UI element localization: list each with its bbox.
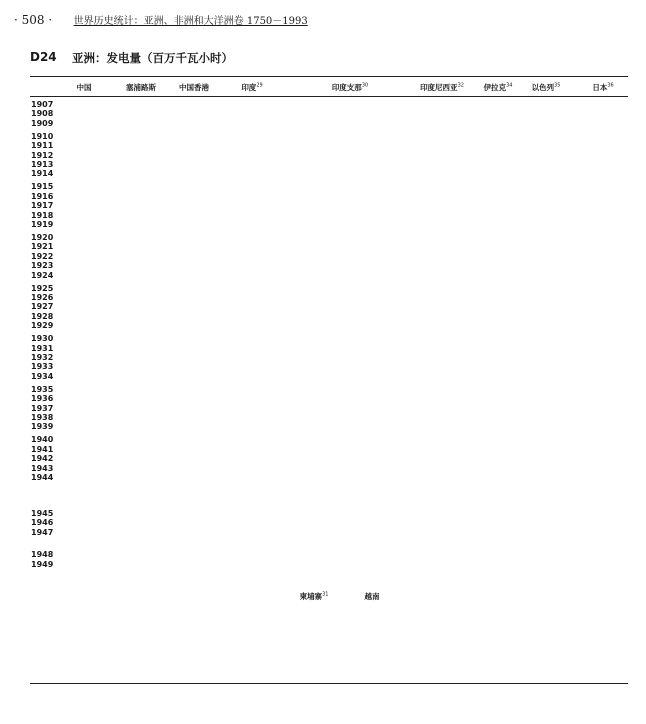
row-year: 1919 <box>31 220 54 229</box>
row-year: 1914 <box>31 169 54 179</box>
top-rule <box>30 76 628 77</box>
page-number: · 508 · <box>14 13 53 27</box>
col-header-cyprus: 塞浦路斯 <box>126 83 156 92</box>
row-year: 1938 <box>31 413 54 422</box>
book-title: 世界历史统计：亚洲、非洲和大洋洲卷 1750－1993 <box>73 16 308 27</box>
row-year: 1941 <box>31 444 54 454</box>
row-year: 1917 <box>31 201 54 211</box>
col-header-hongkong: 中国香港 <box>179 83 209 92</box>
row-year: 1931 <box>31 343 54 353</box>
row-year: 1948 <box>31 550 54 560</box>
row-year: 1947 <box>31 527 54 537</box>
row-year: 1926 <box>31 293 54 302</box>
row-year: 1937 <box>31 403 54 413</box>
row-year: 1930 <box>31 334 54 344</box>
row-year: 1942 <box>31 454 54 464</box>
row-year: 1921 <box>31 242 54 252</box>
row-year: 1911 <box>31 141 54 151</box>
row-year: 1934 <box>31 371 54 381</box>
row-year: 1923 <box>31 261 54 271</box>
row-year: 1945 <box>31 509 54 518</box>
row-year: 1918 <box>31 210 54 220</box>
row-year: 1912 <box>31 150 54 160</box>
sub-header-cambodia: 柬埔寨$^{31}$ <box>299 591 329 601</box>
col-header-india: 印度$^{29}$ <box>241 82 263 92</box>
row-year: 1946 <box>31 518 54 528</box>
row-year: 1908 <box>31 109 54 119</box>
row-year: 1922 <box>31 251 54 261</box>
row-year: 1916 <box>31 191 54 201</box>
header-rule <box>30 96 628 97</box>
row-year: 1929 <box>31 321 54 331</box>
col-header-indochina: 印度支那$^{30}$ <box>331 82 369 92</box>
table-title: 亚洲：发电量（百万千瓦小时） <box>72 51 233 65</box>
col-header-indonesia: 印度尼西亚$^{32}$ <box>420 82 464 92</box>
row-year: 1928 <box>31 311 54 321</box>
table-code: D24 <box>30 50 57 64</box>
row-year: 1907 <box>31 100 54 109</box>
row-year: 1936 <box>31 394 54 404</box>
row-year: 1927 <box>31 302 54 312</box>
row-year: 1932 <box>31 353 54 362</box>
col-header-china: 中国 <box>76 83 92 92</box>
row-year: 1940 <box>31 435 54 445</box>
row-year: 1913 <box>31 160 54 169</box>
col-header-japan: 日本$^{36}$ <box>592 82 614 92</box>
row-year: 1925 <box>31 283 54 293</box>
row-year: 1920 <box>31 233 54 242</box>
page-header <box>14 12 308 27</box>
sub-header-vietnam: 越南 <box>364 592 380 601</box>
row-year: 1909 <box>31 118 54 128</box>
row-year: 1949 <box>31 559 54 569</box>
row-year: 1924 <box>31 270 54 280</box>
row-year: 1910 <box>31 131 54 141</box>
row-year: 1944 <box>31 473 54 482</box>
col-header-israel: 以色列$^{35}$ <box>531 82 561 92</box>
row-year: 1935 <box>31 384 54 394</box>
row-year: 1939 <box>31 422 54 432</box>
row-year: 1943 <box>31 463 54 473</box>
col-header-iraq: 伊拉克$^{34}$ <box>483 82 513 92</box>
row-year: 1915 <box>31 182 54 192</box>
bottom-rule <box>30 683 628 684</box>
row-year: 1933 <box>31 362 54 372</box>
